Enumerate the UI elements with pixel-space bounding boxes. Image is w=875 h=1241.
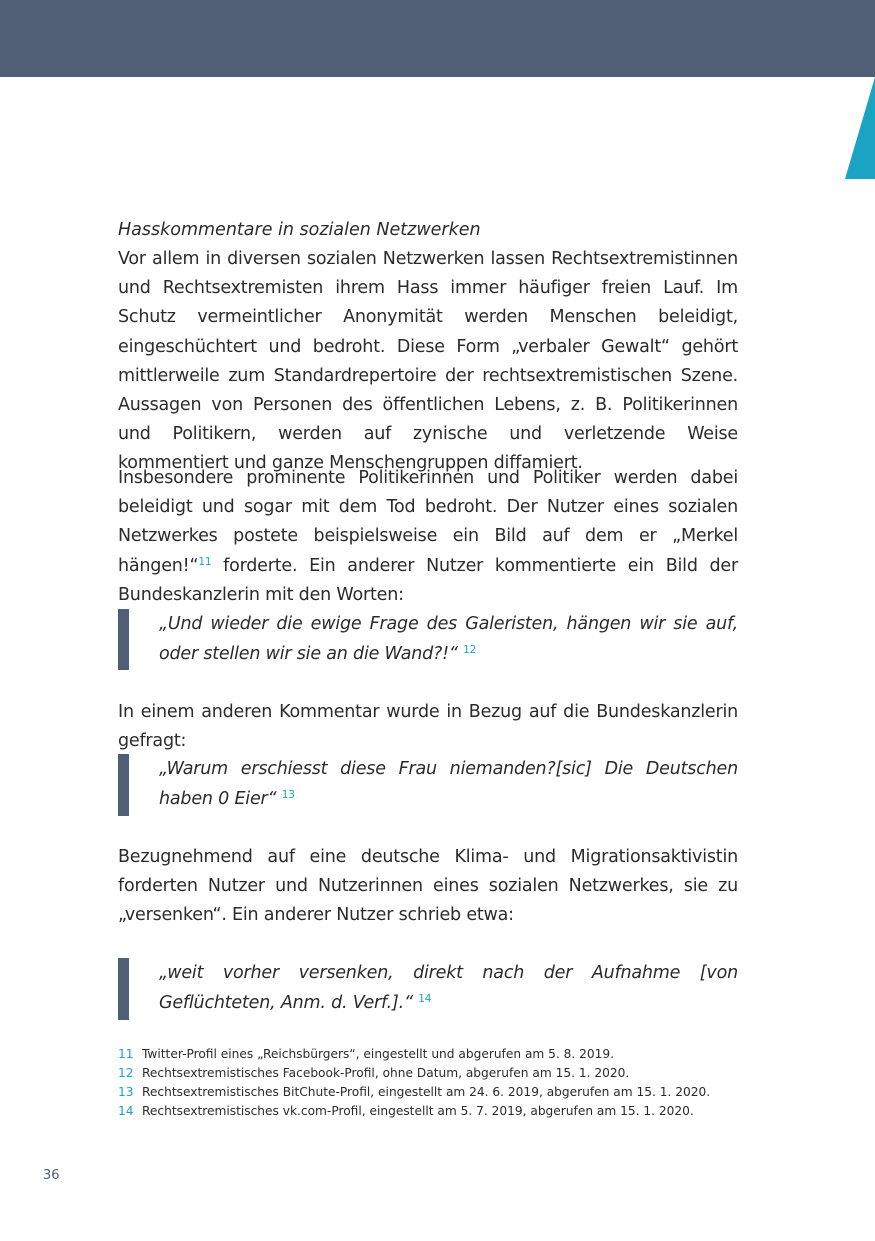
paragraph-2-text-a: Insbesondere prominente Politikerinnen und Politiker werden dabei beleidigt und sogar mit dem Tod bedroht. Der Nutzer eines sozialen Netzwerkes postete beispielsweise ein Bild auf dem er „Merkel hängen!“: [118, 468, 738, 576]
paragraph-4: Bezugnehmend auf eine deutsche Klima- und Migrationsaktivistin forderten Nutzer und Nutzerinnen eines sozialen Netzwerkes, sie zu „versenken“. Ein anderer Nutzer schrieb etwa:: [118, 847, 738, 926]
quote-1-text: [159, 609, 738, 669]
footnote-13: [118, 1083, 768, 1102]
footnote-number: 13: [118, 1085, 134, 1099]
quote-1-content: „Und wieder die ewige Frage des Galeristen, hängen wir sie auf, oder stellen wir sie an die Wand?!“: [159, 614, 738, 664]
quote-2-text: [159, 754, 738, 814]
footnote-ref-13[interactable]: 13: [281, 789, 295, 801]
page-number: 36: [43, 1168, 60, 1183]
quote-bar: [118, 958, 129, 1020]
footnote-text: Rechtsextremistisches Facebook-Profil, ohne Datum, abgerufen am 15. 1. 2020.: [142, 1066, 630, 1080]
quote-3-text: [159, 958, 738, 1018]
footnote-number: 14: [118, 1104, 134, 1118]
footnote-number: 11: [118, 1047, 134, 1061]
quote-bar: [118, 609, 129, 670]
footnote-ref-11[interactable]: 11: [198, 555, 212, 568]
quote-3-content: „weit vorher versenken, direkt nach der Aufnahme [von Geflüchteten, Anm. d. Verf.].“: [159, 963, 738, 1013]
accent-triangle: [0, 0, 875, 180]
footnote-14: [118, 1102, 768, 1121]
footnote-text: Rechtsextremistisches BitChute-Profil, eingestellt am 24. 6. 2019, abgerufen am 15. 1. 2020.: [142, 1085, 711, 1099]
paragraph-2: [118, 464, 738, 610]
paragraph-2-text-b: forderte. Ein anderer Nutzer kommentierte ein Bild der Bundeskanzlerin mit den Worten:: [118, 555, 738, 605]
paragraph-1: Vor allem in diversen sozialen Netzwerken lassen Rechtsextremistinnen und Rechtsextremisten ihrem Hass immer häufiger freien Lauf. Im Schutz vermeintlicher Anonymität werden Menschen beleidigt, eingeschüchtert und bedroht. Diese Form „verbaler Gewalt“ gehört mittlerweile zum Standardrepertoire der rechtsextremistischen Szene. Aussagen von Personen des öffentlichen Lebens, z. B. Politikerinnen und Politikern, werden auf zynische und verletzende Weise kommentiert und ganze Menschengruppen diffamiert.: [118, 249, 738, 474]
footnote-text: Rechtsextremistisches vk.com-Profil, eingestellt am 5. 7. 2019, abgerufen am 15. 1. 2020.: [142, 1104, 694, 1118]
paragraph-3: In einem anderen Kommentar wurde in Bezug auf die Bundeskanzlerin gefragt:: [118, 702, 738, 752]
footnote-number: 12: [118, 1066, 134, 1080]
footnote-11: [118, 1045, 768, 1064]
footnote-ref-14[interactable]: 14: [418, 993, 432, 1005]
section-subheading: Hasskommentare in sozialen Netzwerken: [118, 220, 481, 240]
footnote-12: [118, 1064, 768, 1083]
footnote-text: Twitter-Profil eines „Reichsbürgers“, eingestellt und abgerufen am 5. 8. 2019.: [142, 1047, 615, 1061]
footnote-ref-12[interactable]: 12: [463, 644, 477, 656]
quote-bar: [118, 754, 129, 816]
footnotes: [118, 1045, 768, 1121]
quote-2-content: „Warum erschiesst diese Frau niemanden?[sic] Die Deutschen haben 0 Eier“: [159, 759, 738, 809]
